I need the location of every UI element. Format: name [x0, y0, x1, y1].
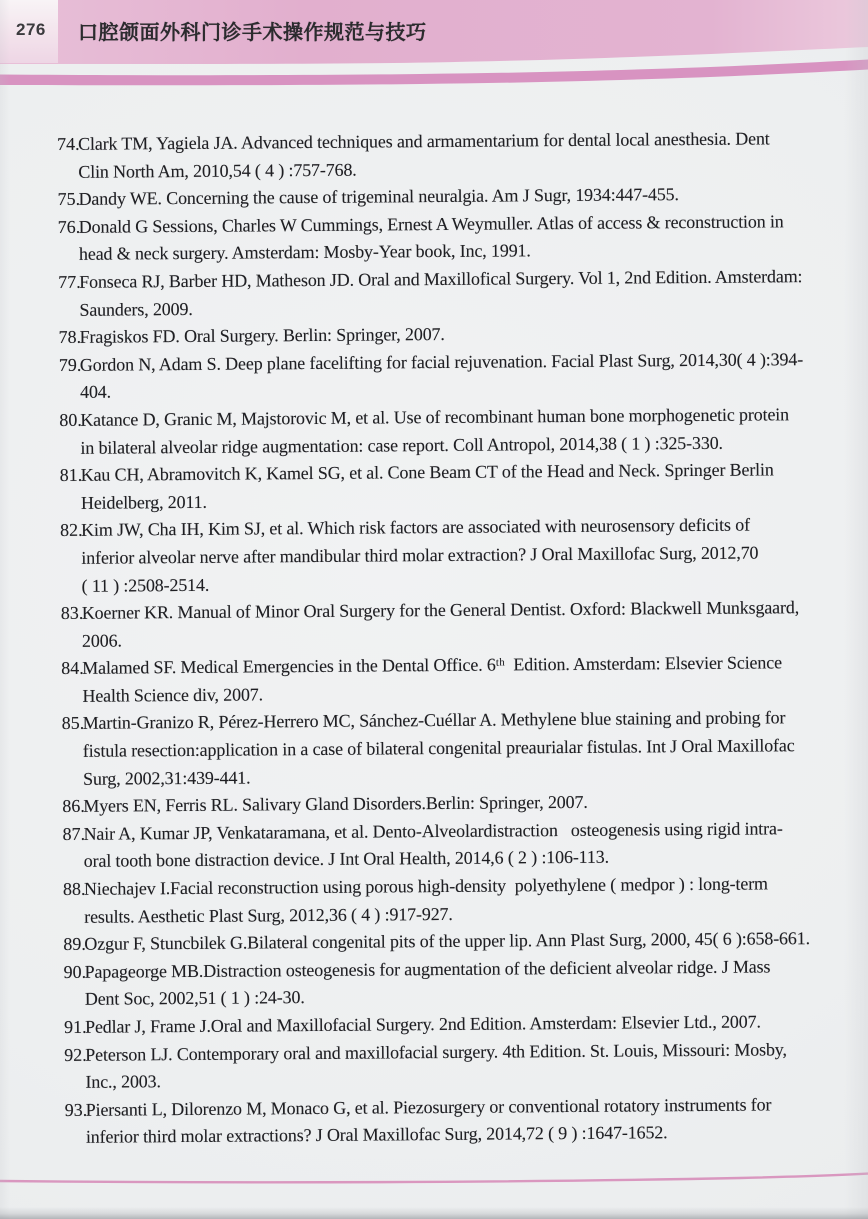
reference-number: 74.	[57, 133, 80, 154]
header-swoosh-decoration	[0, 0, 868, 100]
reference-text-line: Piersanti L, Dilorenzo M, Monaco G, et al. Piezosurgery or conventional rotatory instruments for	[85, 1094, 772, 1120]
reference-item	[58, 263, 868, 324]
reference-number: 86.	[62, 796, 85, 817]
reference-number: 89.	[63, 934, 86, 955]
book-title: 口腔颌面外科门诊手术操作规范与技巧	[78, 22, 427, 44]
reference-text-line: oral tooth bone distraction device. J Int Oral Health, 2014,6 ( 2 ) :106-113.	[83, 847, 609, 872]
reference-number: 81.	[59, 464, 83, 486]
reference-item	[60, 594, 868, 655]
scan-right-edge	[844, 0, 868, 1219]
reference-item	[59, 400, 868, 461]
reference-number: 83.	[60, 602, 84, 624]
reference-number: 77.	[58, 271, 81, 292]
reference-text-line: Martin-Granizo R, Pérez-Herrero MC, Sánchez-Cuéllar A. Methylene blue staining and probing for	[82, 707, 786, 734]
reference-number: 85.	[61, 713, 85, 734]
reference-text-line: Nair A, Kumar JP, Venkataramana, et al. Dento-Alveolardistraction osteogenesis using rigid intra-	[83, 818, 783, 844]
reference-text-line: Koerner KR. Manual of Minor Oral Surgery for the General Dentist. Oxford: Blackwell Munksgaard,	[81, 597, 800, 623]
reference-text-line: inferior alveolar nerve after mandibular third molar extraction? J Oral Maxillofac Surg, 2012,70	[81, 542, 759, 568]
reference-text-line: Dandy WE. Concerning the cause of trigeminal neuralgia. Am J Sugr, 1934:447-455.	[78, 184, 679, 210]
reference-text-line: results. Aesthetic Plast Surg, 2012,36 ( 4 ) :917-927.	[84, 903, 453, 927]
reference-item	[63, 952, 868, 1013]
reference-item	[62, 870, 868, 931]
reference-number: 80.	[59, 409, 82, 430]
reference-text-line: Fragiskos FD. Oral Surgery. Berlin: Springer, 2007.	[79, 324, 445, 347]
reference-text-line: Fonseca RJ, Barber HD, Matheson JD. Oral and Maxillofical Surgery. Vol 1, 2nd Edition. Amsterdam:	[79, 266, 803, 292]
reference-text-line: Clark TM, Yagiela JA. Advanced techniques and armamentarium for dental local anesthesia. Dent	[78, 128, 770, 154]
reference-number: 84.	[61, 658, 84, 679]
reference-text-line: Malamed SF. Medical Emergencies in the Dental Office. 6ᵗʰ Edition. Amsterdam: Elsevier Science	[82, 652, 782, 679]
reference-text-line: Clin North Am, 2010,54 ( 4 ) :757-768.	[78, 159, 357, 182]
reference-text-line: 2006.	[81, 630, 122, 651]
reference-text-line: Niechajev I.Facial reconstruction using porous high-density polyethylene ( medpor ) : long-term	[83, 873, 768, 899]
reference-number: 76.	[57, 216, 81, 237]
reference-number: 92.	[64, 1044, 87, 1065]
reference-text-line: Inc., 2003.	[85, 1071, 161, 1092]
reference-item	[61, 704, 868, 793]
reference-item	[64, 1090, 868, 1151]
reference-text-line: Pedlar J, Frame J.Oral and Maxillofacial Surgery. 2nd Edition. Amsterdam: Elsevier Ltd., 2007.	[84, 1011, 761, 1037]
reference-number: 87.	[62, 823, 86, 844]
reference-text-line: inferior third molar extractions? J Oral Maxillofac Surg, 2014,72 ( 9 ) :1647-1652.	[85, 1122, 668, 1148]
reference-text-line: Papageorge MB.Distraction osteogenesis for augmentation of the deficient alveolar ridge. J Mass	[84, 956, 771, 982]
reference-number: 91.	[63, 1016, 87, 1037]
reference-item	[57, 125, 868, 186]
reference-text-line: Kim JW, Cha IH, Kim SJ, et al. Which risk factors are associated with neurosensory deficits of	[81, 514, 750, 541]
reference-text-line: Health Science div, 2007.	[82, 684, 264, 706]
page-header	[0, 0, 868, 100]
reference-item	[57, 207, 868, 268]
reference-number: 79.	[58, 354, 82, 375]
reference-text-line: Gordon N, Adam S. Deep plane facelifting for facial rejuvenation. Facial Plast Surg, 2014,30( 4 ):394-	[79, 348, 804, 375]
references-list	[57, 125, 868, 1152]
reference-text-line: Myers EN, Ferris RL. Salivary Gland Disorders.Berlin: Springer, 2007.	[83, 792, 588, 817]
reference-item	[58, 345, 868, 406]
reference-text-line: Dent Soc, 2002,51 ( 1 ) :24-30.	[84, 987, 305, 1010]
reference-text-line: Katance D, Granic M, Majstorovic M, et al. Use of recombinant human bone morphogenetic protein	[80, 404, 790, 430]
reference-item	[64, 1035, 868, 1096]
scan-left-edge	[0, 0, 10, 1219]
reference-text-line: fistula resection:application in a case of bilateral congenital preaurialar fistulas. Int J Oral Maxillofac	[82, 735, 795, 761]
reference-text-line: Peterson LJ. Contemporary oral and maxillofacial surgery. 4th Edition. St. Louis, Missouri: Mosby,	[85, 1038, 787, 1065]
scan-bottom-edge	[0, 1207, 868, 1219]
reference-text-line: Ozgur F, Stuncbilek G.Bilateral congenital pits of the upper lip. Ann Plast Surg, 2000, 45( 6 ):658-661.	[84, 928, 810, 955]
reference-text-line: ( 11 ) :2508-2514.	[81, 574, 210, 596]
reference-text-line: 404.	[79, 381, 112, 403]
reference-text-line: head & neck surgery. Amsterdam: Mosby-Year book, Inc, 1991.	[78, 240, 531, 265]
reference-item	[60, 511, 868, 600]
reference-number: 93.	[64, 1099, 88, 1120]
reference-text-line: Heidelberg, 2011.	[80, 491, 207, 513]
reference-text-line: Donald G Sessions, Charles W Cummings, Ernest A Weymuller. Atlas of access & reconstruction in	[78, 211, 784, 237]
reference-text-line: Saunders, 2009.	[79, 298, 193, 320]
reference-text-line: in bilateral alveolar ridge augmentation: case report. Coll Antropol, 2014,38 ( 1 ) :325-330.	[80, 432, 723, 458]
reference-number: 78.	[58, 326, 82, 348]
bottom-rule-decoration	[0, 1168, 868, 1192]
reference-item	[61, 649, 868, 710]
reference-item	[59, 456, 868, 517]
reference-item	[62, 814, 868, 875]
reference-text-line: Surg, 2002,31:439-441.	[83, 767, 251, 789]
reference-number: 88.	[62, 878, 86, 900]
reference-text-line: Kau CH, Abramovitch K, Kamel SG, et al. Cone Beam CT of the Head and Neck. Springer Berlin	[80, 459, 774, 485]
reference-number: 75.	[57, 189, 81, 210]
page-number: 276	[16, 20, 46, 39]
reference-number: 82.	[60, 520, 83, 541]
reference-number: 90.	[63, 961, 87, 982]
